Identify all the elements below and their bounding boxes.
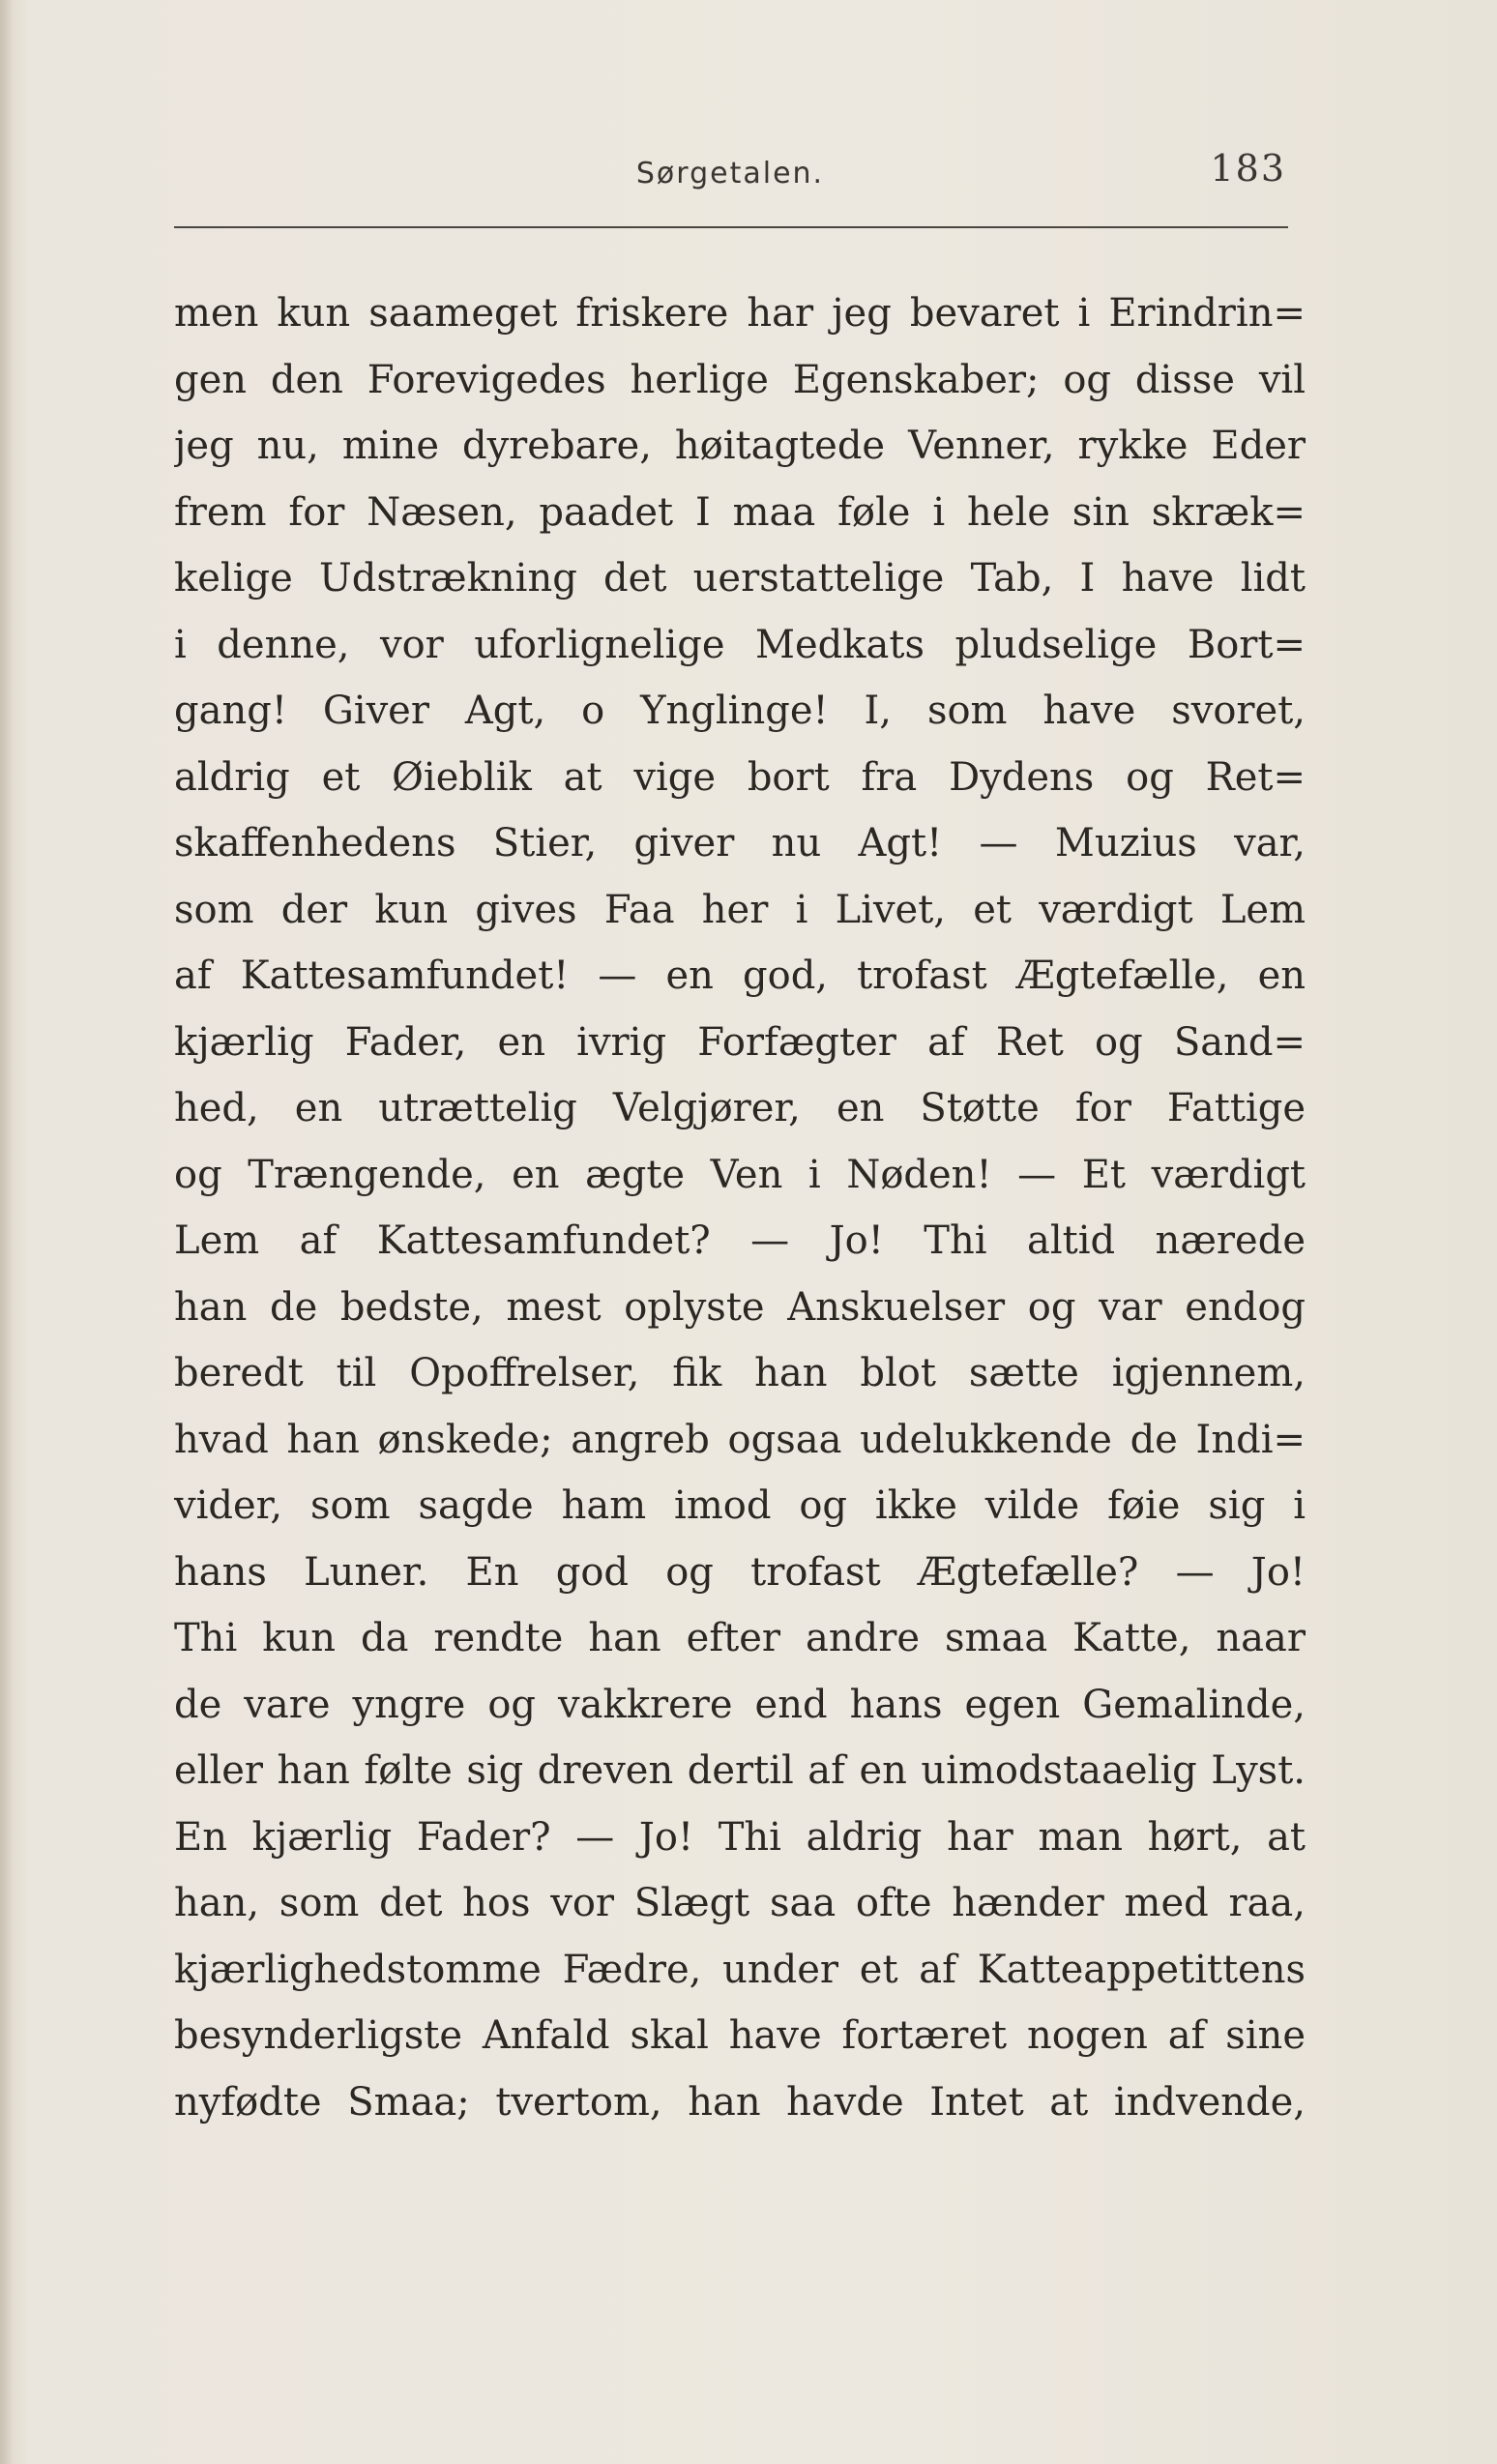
running-title: Sørgetalen.	[635, 157, 825, 191]
text-line: kjærlig Fader, en ivrig Forfægter af Ret og Sand=	[174, 1019, 1306, 1065]
text-line: hvad han ønskede; angreb ogsaa udelukkende de Indi=	[174, 1417, 1306, 1462]
text-line: vider, som sagde ham imod og ikke vilde føie sig i	[174, 1483, 1306, 1528]
text-line: hed, en utrættelig Velgjører, en Støtte for Fattige	[174, 1086, 1306, 1130]
text-line: nyfødte Smaa; tvertom, han havde Intet at indvende,	[174, 2079, 1306, 2125]
text-line: af Kattesamfundet! — en god, trofast Ægtefælle, en	[174, 953, 1306, 998]
text-line: aldrig et Øieblik at vige bort fra Dydens og Ret=	[174, 754, 1306, 800]
text-line: hans Luner. En god og trofast Ægtefælle? — Jo!	[174, 1549, 1306, 1595]
text-line: besynderligste Anfald skal have fortæret nogen af sine	[174, 2013, 1306, 2058]
header-rule	[174, 226, 1288, 228]
text-line: og Trængende, en ægte Ven i Nøden! — Et værdigt	[174, 1152, 1306, 1197]
text-line: skaffenhedens Stier, giver nu Agt! — Muzius var,	[174, 821, 1306, 865]
text-line: som der kun gives Faa her i Livet, et værdigt Lem	[174, 887, 1306, 932]
text-line: frem for Næsen, paadet I maa føle i hele sin skræk=	[174, 489, 1306, 535]
text-line: Thi kun da rendte han efter andre smaa Katte, naar	[174, 1616, 1306, 1660]
text-line: men kun saameget friskere har jeg bevaret i Erindrin=	[174, 291, 1306, 336]
text-line: gang! Giver Agt, o Ynglinge! I, som have svoret,	[174, 689, 1306, 733]
text-line: jeg nu, mine dyrebare, høitagtede Venner, rykke Eder	[174, 424, 1306, 468]
text-line: kjærlighedstomme Fædre, under et af Katteappetittens	[174, 1947, 1306, 1992]
page-number: 183	[1210, 147, 1286, 190]
text-line: i denne, vor uforlignelige Medkats pludselige Bort=	[174, 622, 1306, 667]
text-line: han, som det hos vor Slægt saa ofte hænder med raa,	[174, 1881, 1306, 1925]
text-line: En kjærlig Fader? — Jo! Thi aldrig har man hørt, at	[174, 1814, 1306, 1860]
text-line: de vare yngre og vakkrere end hans egen Gemalinde,	[174, 1682, 1306, 1727]
body-text	[174, 280, 1306, 2135]
text-line: beredt til Opoffrelser, fik han blot sætte igjennem,	[174, 1351, 1306, 1395]
text-line: han de bedste, mest oplyste Anskuelser og var endog	[174, 1284, 1306, 1330]
text-line: gen den Forevigedes herlige Egenskaber; og disse vil	[174, 357, 1306, 402]
text-line: kelige Udstrækning det uerstattelige Tab, I have lidt	[174, 556, 1306, 601]
text-line: Lem af Kattesamfundet? — Jo! Thi altid nærede	[174, 1218, 1306, 1263]
text-line: eller han følte sig dreven dertil af en uimodstaaelig Lyst.	[174, 1748, 1306, 1793]
page-gutter-shadow	[0, 0, 14, 2464]
page-header	[174, 145, 1286, 193]
